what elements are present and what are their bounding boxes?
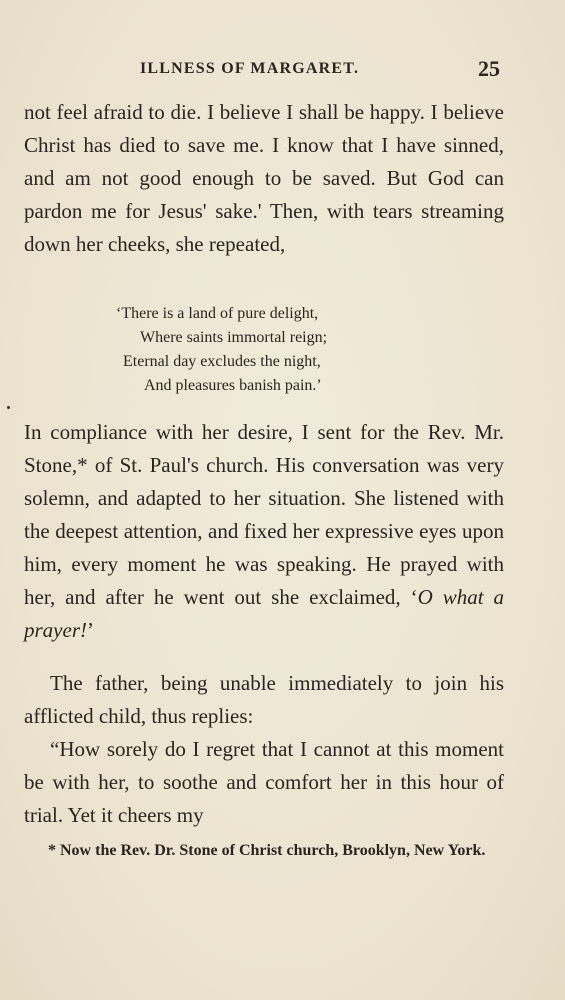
- verse-line: ‘There is a land of pure delight,: [116, 305, 319, 322]
- verse-line: Where saints immortal reign;: [140, 329, 328, 346]
- verse-line: Eternal day excludes the night,: [123, 353, 321, 370]
- verse-block: [0, 302, 565, 398]
- paragraph-1: not feel afraid to die. I believe I shall be happy. I believe Christ has died to save me. I know that I have sinned, and am not good enough to be saved. But God can pardon me for Jesus' sake.' Then, with tears streaming down her cheeks, she repeated,: [24, 100, 504, 256]
- paragraph-2-text: In compliance with her desire, I sent for the Rev. Mr. Stone,* of St. Paul's church. His conversation was very solemn, and adapted to her situation. She listened with the deepest attention, and fixed her expressive eyes upon him, every moment he was speaking. He prayed with her, and after he went out she exclaimed, ‘: [24, 420, 504, 609]
- running-head: ILLNESS OF MARGARET.: [140, 60, 360, 77]
- verse-line: And pleasures banish pain.’: [144, 377, 322, 394]
- print-speck: [7, 406, 10, 409]
- paragraph-2: [24, 416, 504, 647]
- paragraph-3: The father, being unable immediately to join his afflicted child, thus replies:: [24, 671, 504, 728]
- paragraph-2-close-quote: ’: [86, 618, 94, 642]
- footnote: * Now the Rev. Dr. Stone of Christ church, Brooklyn, New York.: [48, 842, 486, 859]
- page-number: 25: [478, 56, 500, 81]
- paragraph-4: “How sorely do I regret that I cannot at this moment be with her, to soothe and comfort her in this hour of trial. Yet it cheers my: [24, 737, 504, 827]
- page-header: [0, 58, 565, 86]
- paragraph-2-italic: O what a prayer!: [24, 585, 504, 642]
